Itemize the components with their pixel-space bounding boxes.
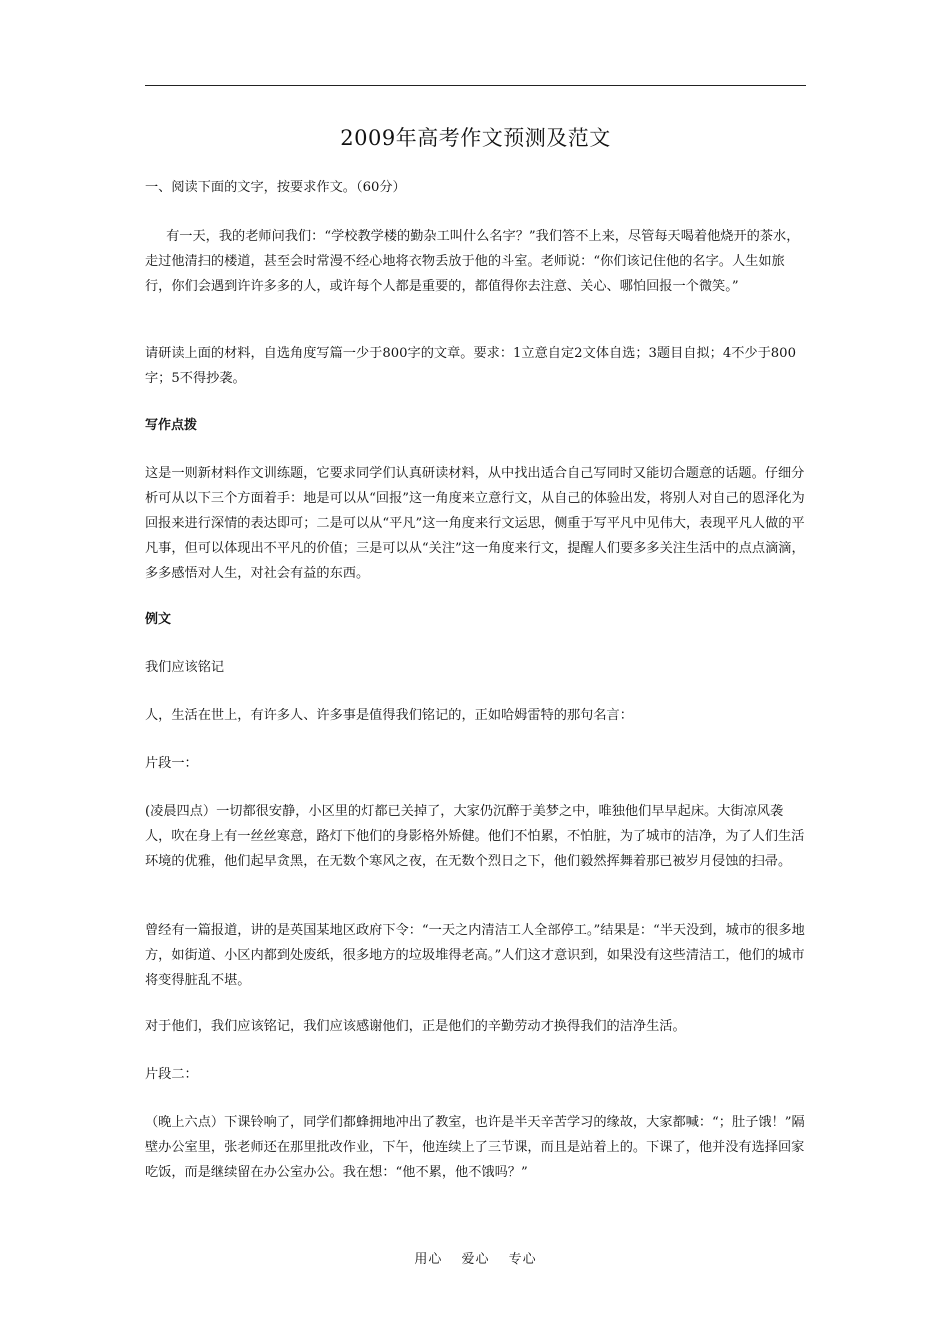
question-material: 有一天，我的老师问我们：“学校教学楼的勤杂工叫什么名字？”我们答不上来，尽管每天喝着他烧开的茶水，走过他清扫的楼道，甚至会时常漫不经心地将衣物丢放于他的斗室。老师说：“你们该记住他的名字。人生如旅行，你们会遇到许许多多的人，或许每个人都是重要的，都值得你去注意、关心、哪怕回报一个微笑。” xyxy=(145,229,800,294)
essay-intro: 人，生活在世上，有许多人、许多事是值得我们铭记的，正如哈姆雷特的那句名言： xyxy=(145,708,633,723)
header-rule xyxy=(145,85,806,86)
question-requirements: 请研读上面的材料，自选角度写篇一少于800字的文章。要求：1立意自定2文体自选；3题目自拟；4不少于800字；5不得抄袭。 xyxy=(145,346,796,386)
guidance-heading: 写作点拨 xyxy=(145,418,198,433)
news-report-paragraph: 曾经有一篇报道，讲的是英国某地区政府下令：“一天之内清洁工人全部停工。”结果是：“半天没到，城市的很多地方，如街道、小区内都到处废纸，很多地方的垃圾堆得老高。”人们这才意识到，如果没有这些清洁工，他们的城市将变得脏乱不堪。 xyxy=(145,923,805,988)
reflection-paragraph: 对于他们，我们应该铭记，我们应该感谢他们，正是他们的辛勤劳动才换得我们的洁净生活。 xyxy=(145,1019,686,1034)
footer-word-1: 用心 xyxy=(414,1252,443,1267)
segment-one-label: 片段一： xyxy=(145,756,198,771)
essay-heading: 例文 xyxy=(145,612,172,627)
guidance-text: 这是一则新材料作文训练题，它要求同学们认真研读材料，从中找出适合自己写同时又能切合题意的话题。仔细分析可从以下三个方面着手：地是可以从“回报”这一角度来立意行文，从自己的体验出发，将别人对自己的恩泽化为回报来进行深情的表达即可；二是可以从“平凡”这一角度来行文运思，侧重于写平凡中见伟大，表现平凡人做的平凡事，但可以体现出不平凡的价值；三是可以从“关注”这一角度来行文，提醒人们要多多关注生活中的点点滴滴，多多感悟对人生，对社会有益的东西。 xyxy=(145,466,805,581)
segment-two-label: 片段二： xyxy=(145,1067,198,1082)
page-footer xyxy=(145,1248,806,1267)
footer-word-2: 爱心 xyxy=(461,1252,490,1267)
segment-two-text: （晚上六点）下课铃响了，同学们都蜂拥地冲出了教室，也许是半天辛苦学习的缘故，大家都喊：“；肚子饿！”隔壁办公室里，张老师还在那里批改作业，下午，他连续上了三节课，而且是站着上的。下课了，他并没有选择回家吃饭，而是继续留在办公室办公。我在想：“他不累，他不饿吗？” xyxy=(145,1115,805,1180)
page-title: 2009年高考作文预测及范文 xyxy=(340,126,611,150)
question-instruction: 一、阅读下面的文字，按要求作文。（60分） xyxy=(145,180,406,195)
essay-title: 我们应该铭记 xyxy=(145,660,225,675)
footer-word-3: 专心 xyxy=(508,1252,537,1267)
segment-one-text: (凌晨四点）一切都很安静，小区里的灯都已关掉了，大家仍沉醉于美梦之中，唯独他们早早起床。大街凉风袭人，吹在身上有一丝丝寒意，路灯下他们的身影格外矫健。他们不怕累，不怕脏，为了城市的洁净，为了人们生活环境的优雅，他们起早贪黑，在无数个寒风之夜，在无数个烈日之下，他们毅然挥舞着那已被岁月侵蚀的扫帚。 xyxy=(145,804,805,869)
